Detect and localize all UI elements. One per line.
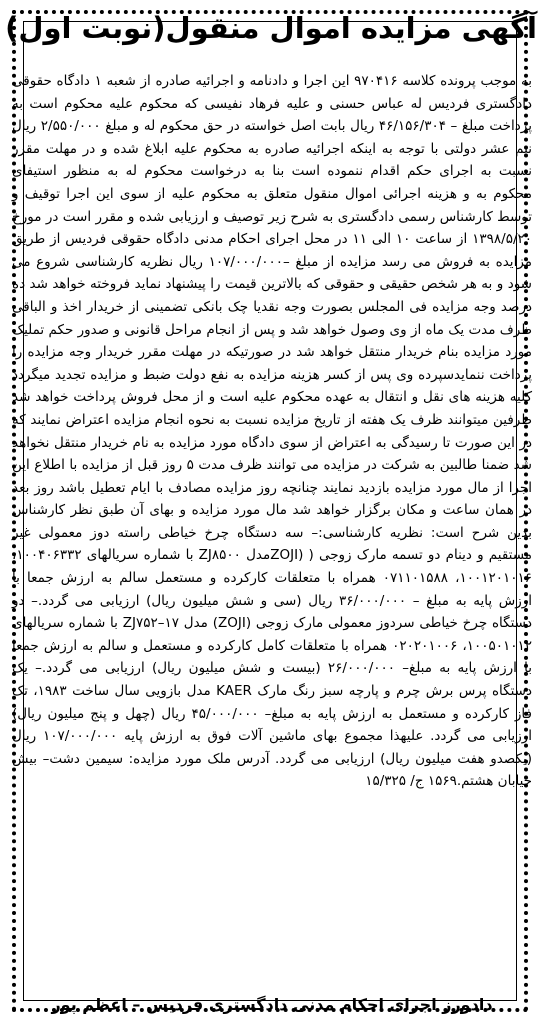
notice-body [12, 70, 532, 793]
notice-body-text: به موجب پرونده کلاسه ۹۷۰۴۱۶ این اجرا و دادنامه و اجرائیه صادره از شعبه ۱ دادگاه حقوقی دادگستری فردیس له عباس حسنی و علیه فرهاد نفیسی که محکوم علیه محکوم است به پرداخت مبلغ – ۴۶/۱۵۶/۳۰۴ ریال بابت اصل خواسته در حق محکوم له و مبلغ ۲/۵۵۰/۰۰۰ ریال نیم عشر دولتی با توجه به اینکه اجرائیه صادره به محکوم علیه ابلاغ شده و در مهلت مقرر نسبت به اجرای حکم اقدام ننموده است بنا به درخواست محکوم له به منظور استیفای محکوم به و هزینه اجرائی اموال منقول متعلق به محکوم علیه از سوی این اجرا توقیف و توسط کارشناس رسمی دادگستری به شرح زیر توصیف و ارزیابی شده و مقرر است در مورخ ۱۳۹۸/۵/۲۰ از ساعت ۱۰ الی ۱۱ در محل اجرای احکام مدنی دادگاه حقوقی فردیس از طریق مزایده به فروش می رسد مزایده از مبلغ –۱۰۷/۰۰۰/۰۰۰ ریال نظریه کارشناسی شروع می شود و به هر شخص حقیقی و حقوقی که بالاترین قیمت را پیشنهاد نماید فروخته خواهد شد ده درصد وجه مزایده فی المجلس بصورت وجه نقدیا چک بانکی تضمینی از خریدار اخذ و الباقی ظرف مدت یک ماه از وی وصول خواهد شد و پس از انجام مراحل قانونی و صدور حکم تملیک مورد مزایده بنام خریدار منتقل خواهد شد در صورتیکه در مهلت مقرر خریدار وجه مزایده را پرداخت ننمایدسپرده وی پس از کسر هزینه مزایده به نفع دولت ضبط و مزایده تجدید میگردد کلیه هزینه های نقل و انتقال به عهده محکوم علیه است و از محل فروش پرداخت خواهد شد طرفین میتوانند ظرف یک هفته از تاریخ مزایده نسبت به نحوه انجام مزایده اعتراض نمایند که در این صورت تا رسیدگی به اعتراض از سوی دادگاه مورد مزایده به نام خریدار منتقل نخواهد شد ضمنا طالبین به شرکت در مزایده می توانند ظرف مدت ۵ روز قبل از مزایده با اطلاع این اجرا از مال مورد مزایده بازدید نمایند چنانچه روز مزایده مصادف با ایام تعطیل باشد روز بعد در همان ساعت و مکان برگزار خواهد شد مال مورد مزایده و بهای آن طبق نظر کارشناس بدین شرح است: نظریه کارشناسی:– سه دستگاه چرخ خیاطی راسته دوز معمولی غیر مستقیم و دینام دو تسمه مارک زوجی ( (ZOJIمدل ZJ۸۵۰۰ با شماره سریالهای ۱۰۰۴۰۶۳۳۲، ۱۰۰۱۲۰۱۰۱۶، ۰۷۱۱۰۱۵۸۸ همراه با متعلقات کارکرده و مستعمل سالم به ارزش جمعا با ارزش پایه به مبلغ – ۳۶/۰۰۰/۰۰۰ ریال (سی و شش میلیون ریال) ارزیابی می گردد.– دو دستگاه چرخ خیاطی سردوز معمولی مارک زوجی (ZOJI) مدل ZJ۷۵۲–۱۷ با شماره سریالهای ۱۰۰۵۰۱۰۱۲، ۰۲۰۲۰۱۰۰۶ همراه با متعلقات کامل کارکرده و مستعمل و سالم به ارزش جمعا با ارزش پایه به مبلغ– ۲۶/۰۰۰/۰۰۰ (بیست و شش میلیون ریال) ارزیابی می گردد.– یک دستگاه پرس برش چرم و پارچه سبز رنگ مارک KAER مدل بازویی سال ساخت ۱۹۸۳، تک فاز کارکرده و مستعمل به ارزش پایه به مبلغ– ۴۵/۰۰۰/۰۰۰ ریال (چهل و پنج میلیون ریال) ارزیابی می گردد. علیهذا مجموع بهای ماشین آلات فوق به ارزش پایه ۱۰۷/۰۰۰/۰۰۰ ریال (یکصدو هفت میلیون ریال) ارزیابی می گردد. آدرس ملک مورد مزایده: سیمین دشت– بیش خیابان هشتم.۱۵۶۹ ج/ ۱۵/۳۲۵ [12, 73, 533, 790]
notice-signature: دادورز اجرای احکام مدنی دادگستری فردیس – اعظم پور [51, 995, 493, 1014]
notice-title: آگهی مزایده اموال منقول(نوبت اول) [5, 11, 537, 45]
